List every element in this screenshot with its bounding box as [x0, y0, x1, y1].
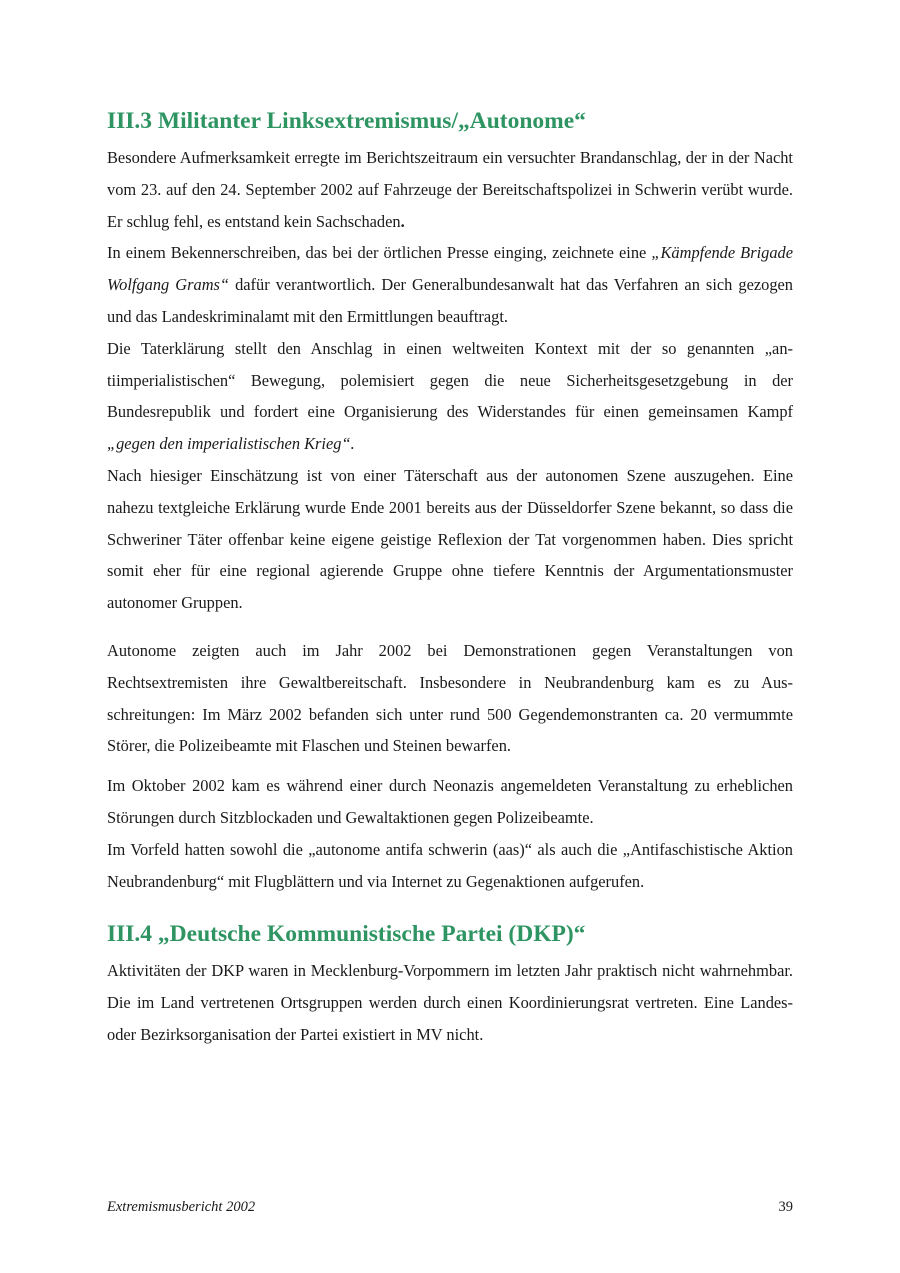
paragraph-text: Die Taterklärung stellt den Anschlag in einen weltweiten Kontext mit der so genannten „antiimperialistischen“ Bewegung, polemisiert gegen die neue Sicherheitsgesetzgebung in der Bundesrepublik und fordert eine Organisierung des Widerstandes für einen gemeinsamen Kampf — [107, 338, 793, 422]
paragraph: Im Oktober 2002 kam es während einer durch Neonazis angemeldeten Veranstaltung zu erheblichen Störungen durch Sitzblockaden und Gewaltaktionen gegen Polizeibeamte. — [107, 776, 793, 827]
page-number: 39 — [778, 1199, 793, 1215]
paragraph-text: Besondere Aufmerksamkeit erregte im Berichtszeitraum ein versuchter Brandanschlag, der in der Nacht vom 23. auf den 24. September 2002 auf Fahrzeuge der Bereitschaftspolizei in Schwerin verübt wurde. Er schlug fehl, es entstand kein Sachschaden — [107, 148, 793, 231]
italic-quote: „gegen den imperialistischen Krieg“. — [107, 434, 355, 454]
section-heading-militanter-linksextremismus: III.3 Militanter Linksextremismus/„Autonome“ — [107, 108, 586, 134]
paragraph — [107, 333, 793, 460]
page-content — [107, 104, 793, 1051]
paragraph: Autonome zeigten auch im Jahr 2002 bei Demonstrationen gegen Veranstaltungen von Rechtsextremisten ihre Gewaltbereitschaft. Insbesondere in Neubrandenburg kam es zu Ausschreitungen: Im März 2002 befanden sich unter rund 500 Gegendemonstranten ca. 20 vermummte Störer, die Polizeibeamte mit Flaschen und Steinen bewarfen. — [107, 640, 793, 756]
footer-title: Extremismusbericht 2002 — [107, 1199, 256, 1215]
paragraph: Nach hiesiger Einschätzung ist von einer Täterschaft aus der autonomen Szene auszugehen. Eine nahezu textgleiche Erklärung wurde Ende 2001 bereits aus der Düsseldorfer Szene bekannt, so dass die Schweriner Täter offenbar keine eigene geistige Reflexion der Tat vorgenommen haben. Dies spricht somit eher für eine regional agierende Gruppe ohne tiefere Kenntnis der Argumentationsmuster autonomer Gruppen. — [107, 465, 793, 613]
paragraph: Im Vorfeld hatten sowohl die „autonome antifa schwerin (aas)“ als auch die „Antifaschistische Aktion Neubrandenburg“ mit Flugblättern und via Internet zu Gegenaktionen aufgerufen. — [107, 839, 793, 891]
section-heading-dkp: III.4 „Deutsche Kommunistische Partei (DKP)“ — [107, 921, 586, 948]
paragraph — [107, 237, 793, 332]
paragraph — [107, 142, 793, 237]
paragraph-period: . — [400, 211, 405, 231]
paragraph: Aktivitäten der DKP waren in Mecklenburg-Vorpommern im letzten Jahr praktisch nicht wahrnehmbar. Die im Land vertretenen Ortsgruppen werden durch einen Koordinierungsrat vertreten. Eine Landes- oder Bezirksorganisation der Partei existiert in MV nicht. — [107, 961, 793, 1044]
page-footer — [107, 1199, 793, 1216]
italic-quote: „Kämpfende Brigade Wolfgang Grams“ — [107, 243, 793, 295]
paragraph-text: In einem Bekennerschreiben, das bei der örtlichen Presse einging, zeichnete eine — [107, 243, 652, 263]
paragraph-text: dafür verantwortlich. Der Generalbundesanwalt hat das Verfahren an sich gezogen und das Landeskriminalamt mit den Ermittlungen beauftragt. — [107, 275, 793, 326]
